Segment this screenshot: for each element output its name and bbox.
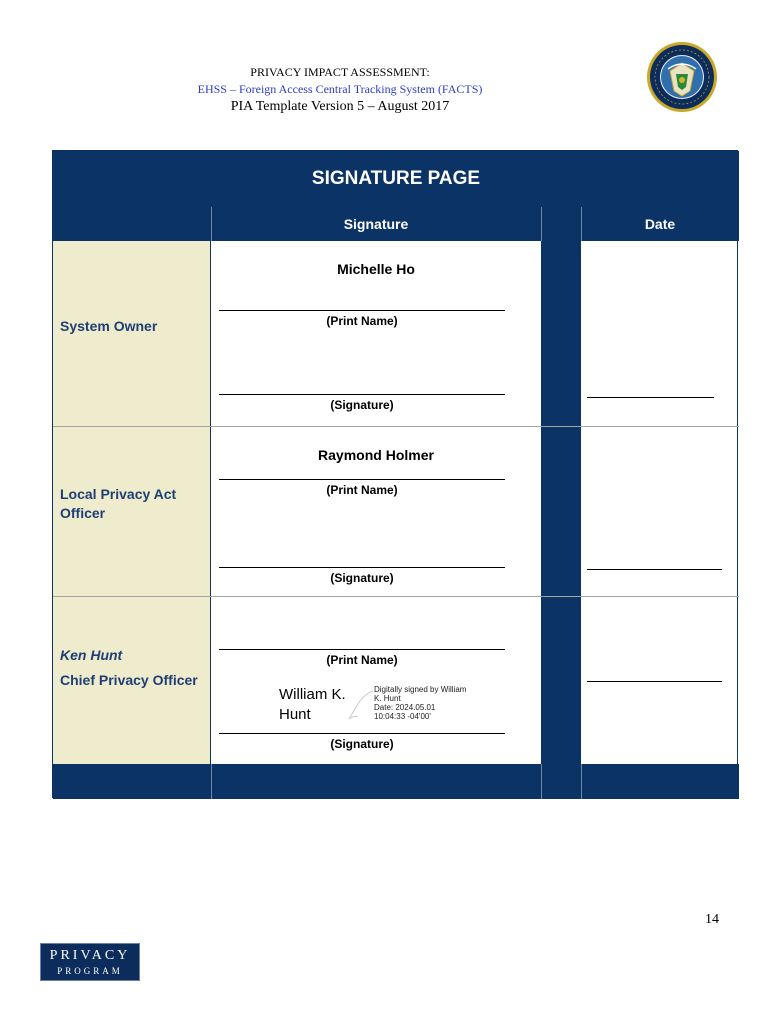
date-cell	[581, 597, 739, 764]
role-cell-system-owner	[53, 241, 211, 426]
col-date-header: Date	[644, 216, 676, 232]
signature-line[interactable]	[219, 567, 505, 568]
date-line[interactable]	[587, 681, 722, 682]
signature-line[interactable]	[219, 394, 505, 395]
print-name: Michelle Ho	[337, 261, 415, 277]
print-name-caption: (Print Name)	[326, 483, 398, 497]
signature-caption: (Signature)	[330, 398, 394, 412]
signature-caption: (Signature)	[330, 737, 394, 751]
print-name-line	[219, 310, 505, 311]
page-number: 14	[705, 912, 719, 927]
date-cell	[581, 427, 739, 596]
role-cell-chief-privacy-officer	[53, 597, 211, 764]
spacer-column	[541, 241, 581, 426]
role-label: Local Privacy Act Officer	[60, 486, 177, 521]
date-line[interactable]	[587, 569, 722, 570]
privacy-program-logo: PRIVACY PROGRAM	[40, 943, 140, 981]
print-name-line	[219, 649, 505, 650]
digital-signature-details: Digitally signed by William K. Hunt Date: 2024.05.01 10:04:33 -04'00'	[374, 685, 467, 721]
spacer-column	[541, 597, 581, 764]
table-title: SIGNATURE PAGE	[311, 168, 481, 189]
officer-name: Ken Hunt	[60, 647, 123, 663]
spacer-column	[541, 427, 581, 596]
print-name: Raymond Holmer	[318, 447, 434, 463]
table-footer-bar	[53, 764, 739, 799]
doc-header-line3: PIA Template Version 5 – August 2017	[230, 99, 450, 114]
signature-caption: (Signature)	[330, 571, 394, 585]
signature-cell	[211, 427, 541, 596]
print-name-caption: (Print Name)	[326, 314, 398, 328]
date-cell	[581, 241, 739, 426]
signature-cell	[211, 241, 541, 426]
signature-line[interactable]	[219, 733, 505, 734]
signature-table	[52, 150, 738, 798]
role-cell-local-privacy-act-officer	[53, 427, 211, 596]
role-label: Chief Privacy Officer	[60, 672, 198, 688]
doc-header-line1: PRIVACY IMPACT ASSESSMENT:	[250, 65, 430, 79]
print-name-caption: (Print Name)	[326, 653, 398, 667]
doe-seal-icon	[646, 41, 718, 113]
signature-cell	[211, 597, 541, 764]
col-signature-header: Signature	[343, 216, 409, 232]
role-label: System Owner	[60, 318, 158, 334]
doc-header-line2: EHSS – Foreign Access Central Tracking System (FACTS)	[197, 82, 483, 96]
digital-signature-name: William K. Hunt	[279, 686, 346, 723]
date-line[interactable]	[587, 397, 714, 398]
print-name-line	[219, 479, 505, 480]
digital-signature-check-icon	[346, 689, 376, 721]
table-title-bar	[53, 151, 739, 207]
